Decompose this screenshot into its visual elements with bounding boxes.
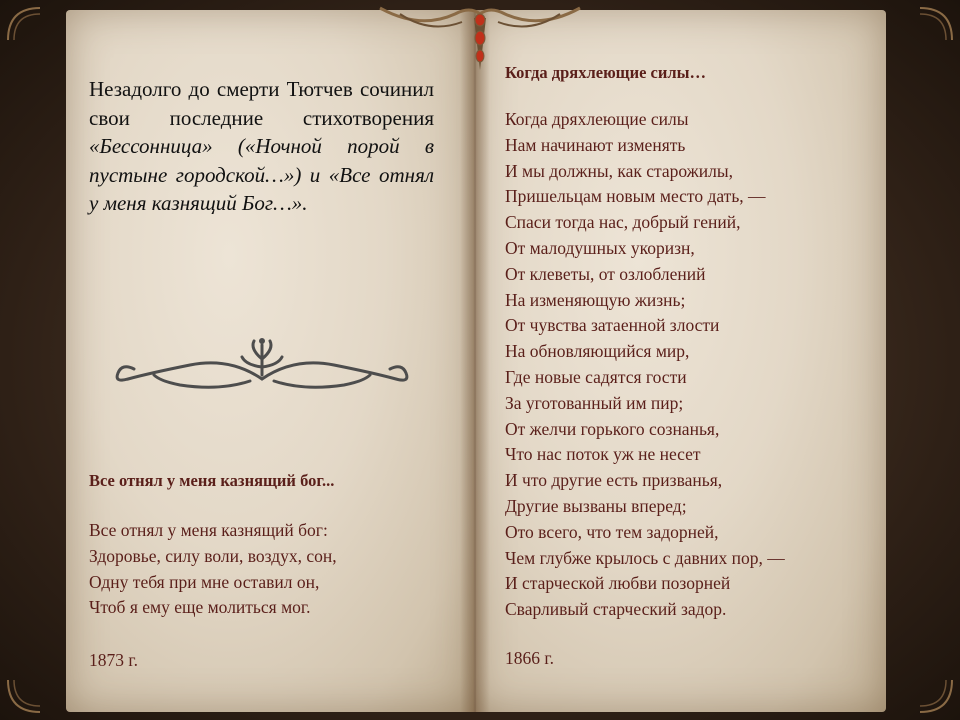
corner-ornament-icon — [916, 676, 956, 716]
intro-title-vse-otnyal: «Все отнял у меня казнящий Бог…» — [89, 162, 434, 215]
intro-title-insomnia: «Бессонница» («Ночной порой в пустыне городской…») — [89, 134, 434, 187]
left-poem-lines — [89, 518, 337, 621]
left-poem-title: Все отнял у меня казнящий бог... — [89, 471, 335, 490]
poem-line: Нам начинают изменять — [505, 134, 686, 155]
poem-line: Пришельцам новым место дать, — — [505, 186, 766, 207]
poem-line: От чувства затаенной злости — [505, 315, 720, 336]
right-poem-title: Когда дряхлеющие силы… — [505, 63, 707, 82]
poem-line: И старческой любви позорней — [505, 573, 731, 594]
flourish-ornament-icon — [110, 335, 415, 400]
intro-text: Незадолго до смерти Тютчев сочинил свои последние стихотворения — [89, 77, 434, 130]
book-spine — [460, 10, 490, 712]
poem-line: Одну тебя при мне оставил он, — [89, 571, 320, 592]
poem-line: Сварливый старческий задор. — [505, 599, 727, 620]
poem-line: Ото всего, что тем задорней, — [505, 521, 719, 542]
poem-line: От малодушных укоризн, — [505, 237, 695, 258]
corner-ornament-icon — [4, 4, 44, 44]
poem-line: На обновляющийся мир, — [505, 341, 690, 362]
poem-line: Что нас поток уж не несет — [505, 444, 701, 465]
corner-ornament-icon — [916, 4, 956, 44]
left-poem-year: 1873 г. — [89, 650, 138, 670]
poem-line: Все отнял у меня казнящий бог: — [89, 520, 328, 540]
right-poem-lines — [505, 107, 785, 623]
intro-paragraph — [89, 75, 434, 218]
poem-line: От клеветы, от озлоблений — [505, 263, 706, 284]
right-poem-year: 1866 г. — [505, 648, 554, 668]
poem-line: Когда дряхлеющие силы — [505, 109, 689, 129]
poem-line: Спаси тогда нас, добрый гений, — [505, 212, 741, 233]
poem-line: На изменяющую жизнь; — [505, 289, 686, 310]
poem-line: И мы должны, как старожилы, — [505, 160, 734, 181]
poem-line: От желчи горького сознанья, — [505, 418, 720, 439]
poem-line: Чем глубже крылось с давних пор, — — [505, 547, 785, 568]
intro-end: . — [302, 191, 308, 215]
poem-line: И что другие есть призванья, — [505, 470, 723, 491]
poem-line: За уготованный им пир; — [505, 392, 684, 413]
intro-conjunction: и — [301, 162, 329, 187]
poem-line: Где новые садятся гости — [505, 366, 687, 387]
poem-line: Чтоб я ему еще молиться мог. — [89, 597, 311, 618]
poem-line: Другие вызваны вперед; — [505, 495, 687, 516]
poem-line: Здоровье, силу воли, воздух, сон, — [89, 545, 337, 566]
corner-ornament-icon — [4, 676, 44, 716]
